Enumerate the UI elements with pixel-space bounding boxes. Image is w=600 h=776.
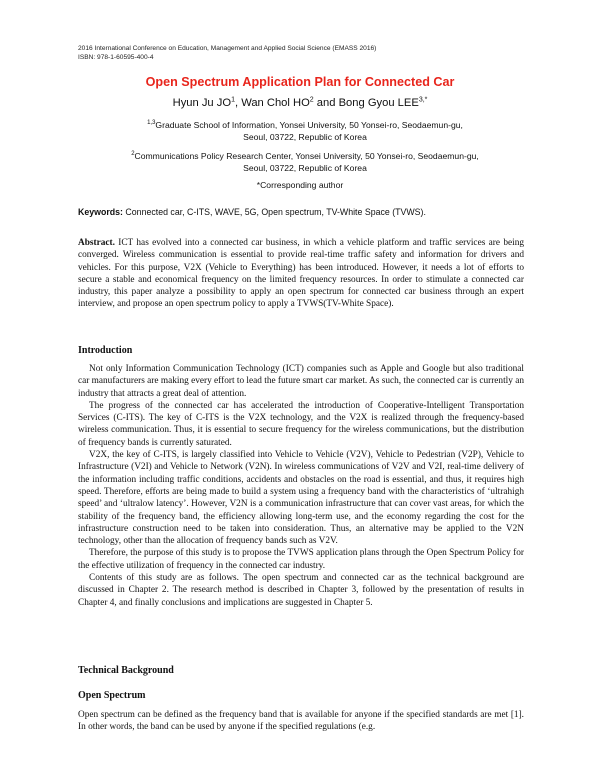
author-affiliation-mark: 3,* — [418, 96, 428, 104]
paragraph: V2X, the key of C-ITS, is largely classified into Vehicle to Vehicle (V2V), Vehicle to Pedestrian (V2P), Vehicle to Infrastructure (V2I) and Vehicle to Network (V2N). In wireless communications of V2V and V2I, real-time delivery of the information including traffic conditions, accidents and obstacles on the road is essential, and thus, it requires high speed. Therefore, efforts are being made to build a system using a frequency band with the characteristics of ‘ultrahigh speed’ and ‘ultralow latency’. However, V2N is a communication infrastructure that can cover vast areas, for which the stability of the frequency band, the efficiency allowing long-term use, and the economy regarding the cost for the infrastructure construction need to be taken into consideration. Thus, an alternative may be applied to the V2N technology, other than the allocation of frequency bands such as V2V. — [78, 450, 524, 547]
author-affiliation-mark: 1 — [231, 96, 235, 104]
affiliation-mark: 1,3 — [147, 120, 156, 127]
author-separator: and — [313, 97, 339, 109]
paragraph: Open spectrum can be defined as the frequency band that is available for anyone if the specified standards are met [1]. In other words, the band can be used by anyone if the specified regulations (e.g. — [78, 710, 524, 733]
corresponding-author-note: *Corresponding author — [256, 180, 344, 190]
open-spectrum-body — [78, 709, 524, 734]
subsection-heading-open-spectrum: Open Spectrum — [78, 690, 146, 701]
author-name: Bong Gyou LEE — [338, 97, 419, 109]
keywords-label: Keywords: — [78, 207, 123, 217]
conference-header — [78, 44, 376, 62]
conference-name: 2016 International Conference on Education, Management and Applied Social Science (EMASS 2016) — [78, 45, 377, 52]
affiliation-line: Graduate School of Information, Yonsei University, 50 Yonsei-ro, Seodaemun-gu, — [155, 120, 463, 130]
abstract-label: Abstract. — [78, 238, 115, 248]
affiliation — [95, 119, 515, 143]
author-name: Hyun Ju JO — [172, 97, 232, 109]
section-heading-technical-background: Technical Background — [78, 665, 174, 676]
paragraph: Therefore, the purpose of this study is to propose the TVWS application plans through the Open Spectrum Policy for the effective utilization of frequency in the connected car industry. — [78, 548, 524, 571]
keywords — [78, 207, 528, 217]
keywords-text: Connected car, C-ITS, WAVE, 5G, Open spectrum, TV-White Space (TVWS). — [122, 207, 426, 217]
abstract — [78, 237, 524, 311]
affiliation-mark: 2 — [131, 151, 135, 158]
abstract-text: ICT has evolved into a connected car business, in which a vehicle platform and traffic services are being converged. Wireless communication is essential to provide real-time traffic safety and information for drivers and vehicles. For this purpose, V2X (Vehicle to Everything) has been introduced. However, it needs a lot of efforts to secure a stable and economical frequency on the limited frequency resources. In order to stimulate a connected car industry, this paper analyze a possibility to apply an open spectrum for connected car business through an expert interview, and propose an open spectrum policy to apply a TVWS(TV-White Space). — [78, 238, 524, 310]
author-separator: , — [234, 97, 242, 109]
author-affiliation-mark: 2 — [309, 96, 314, 104]
paper-title: Open Spectrum Application Plan for Connected Car — [145, 75, 455, 89]
affiliation-line: Seoul, 03722, Republic of Korea — [243, 163, 367, 174]
author-list — [0, 97, 600, 109]
section-heading-introduction: Introduction — [78, 345, 133, 356]
affiliation-line: Communications Policy Research Center, Yonsei University, 50 Yonsei-ro, Seodaemun-gu, — [134, 151, 479, 161]
affiliation-line: Seoul, 03722, Republic of Korea — [243, 132, 367, 143]
introduction-body — [78, 363, 524, 609]
paragraph: The progress of the connected car has accelerated the introduction of Cooperative-Intelligent Transportation Services (C-ITS). The key of C-ITS is the V2X technology, and the V2X is realized through the frequency-based wireless communication. Thus, it is essential to secure frequency for the wireless communications, but the distribution of frequency bands is currently saturated. — [78, 400, 524, 448]
paragraph: Contents of this study are as follows. The open spectrum and connected car as the technical background are discussed in Chapter 2. The research method is described in Chapter 3, followed by the presentation of results in Chapter 4, and finally conclusions and implications are suggested in Chapter 5. — [78, 573, 524, 608]
author-name: Wan Chol HO — [241, 97, 310, 109]
affiliation — [95, 150, 515, 174]
paragraph: Not only Information Communication Technology (ICT) companies such as Apple and Google but also traditional car manufacturers are making every effort to lead the future smart car market. As such, the connected car is currently an industry that attracts a great deal of attention. — [78, 364, 524, 399]
isbn: ISBN: 978-1-60595-400-4 — [78, 54, 154, 61]
